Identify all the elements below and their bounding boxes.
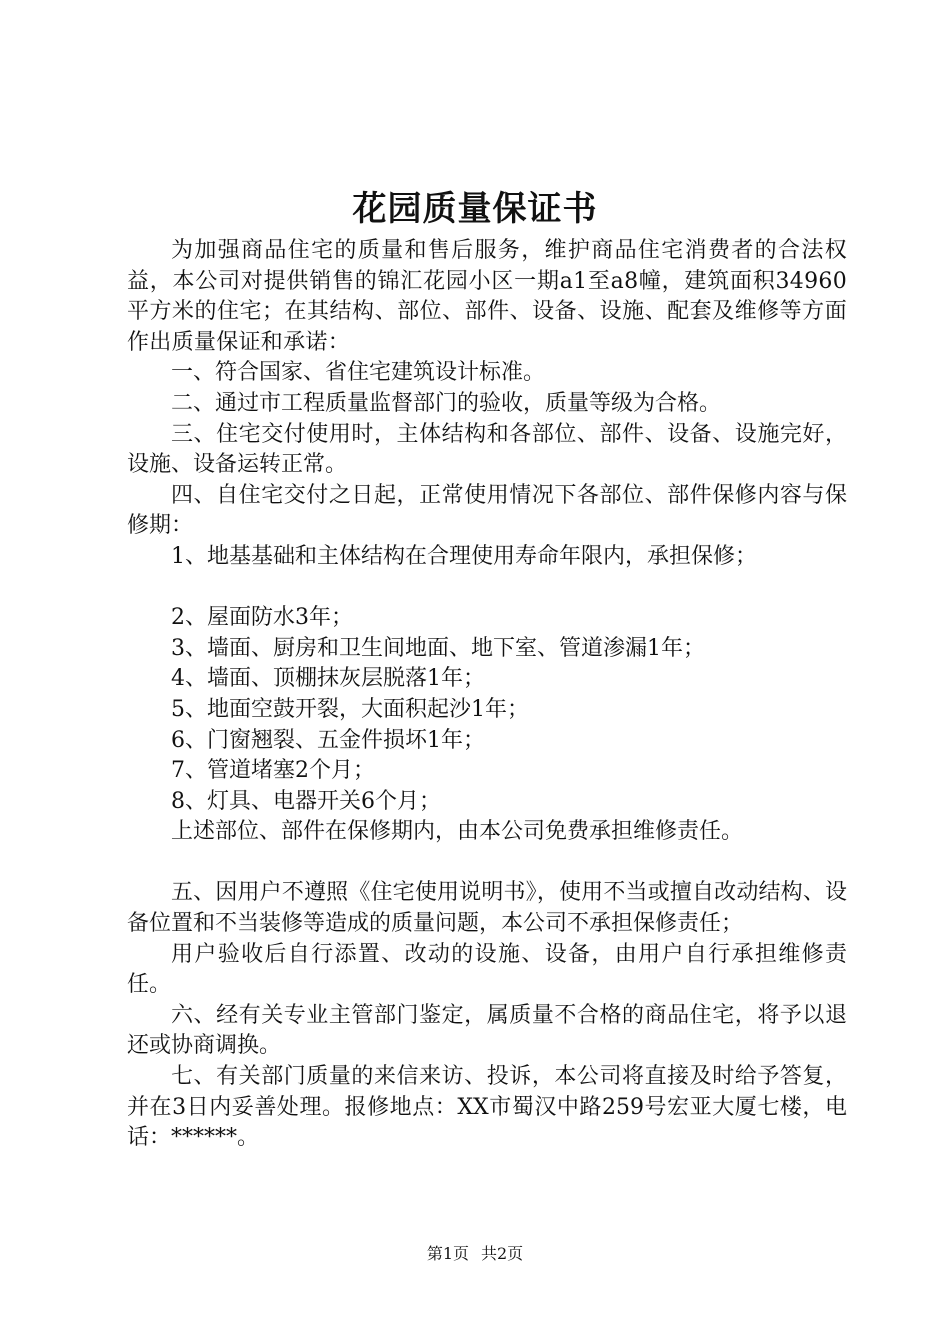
document-body — [127, 236, 847, 1154]
warranty-item-1: 1、地基基础和主体结构在合理使用寿命年限内，承担保修； — [171, 543, 757, 569]
clause-5-note: 用户验收后自行添置、改动的设施、设备，由用户自行承担维修责任。 — [127, 941, 847, 998]
intro-paragraph: 为加强商品住宅的质量和售后服务，维护商品住宅消费者的合法权益，本公司对提供销售的锦汇花园小区一期a1至a8幢，建筑面积34960平方米的住宅；在其结构、部位、部件、设备、设施、配套及维修等方面作出质量保证和承诺： — [127, 238, 847, 355]
warranty-item-5: 5、地面空鼓开裂，大面积起沙1年； — [171, 696, 529, 722]
warranty-item-2: 2、屋面防水3年； — [171, 605, 353, 631]
clause-4: 四、自住宅交付之日起，正常使用情况下各部位、部件保修内容与保修期： — [127, 482, 847, 539]
blank-line — [127, 573, 847, 604]
clause-3: 三、住宅交付使用时，主体结构和各部位、部件、设备、设施完好，设施、设备运转正常。 — [127, 421, 847, 478]
warranty-summary: 上述部位、部件在保修期内，由本公司免费承担维修责任。 — [171, 819, 744, 845]
warranty-item-4: 4、墙面、顶棚抹灰层脱落1年； — [171, 666, 485, 692]
warranty-item-3: 3、墙面、厨房和卫生间地面、地下室、管道渗漏1年； — [171, 635, 705, 661]
document-title: 花园质量保证书 — [352, 189, 598, 229]
page-total: 共2页 — [481, 1244, 524, 1263]
blank-line — [127, 848, 847, 879]
warranty-item-6: 6、门窗翘裂、五金件损坏1年； — [171, 727, 485, 753]
page-footer — [0, 1243, 950, 1265]
clause-7: 七、有关部门质量的来信来访、投诉，本公司将直接及时给予答复，并在3日内妥善处理。报修地点：XX市蜀汉中路259号宏亚大厦七楼，电话：******。 — [127, 1064, 847, 1151]
page-number: 第1页 — [426, 1244, 469, 1263]
warranty-item-8: 8、灯具、电器开关6个月； — [171, 788, 441, 814]
clause-2: 二、通过市工程质量监督部门的验收，质量等级为合格。 — [171, 390, 722, 416]
clause-6: 六、经有关专业主管部门鉴定，属质量不合格的商品住宅，将予以退还或协商调换。 — [127, 1002, 847, 1059]
warranty-item-7: 7、管道堵塞2个月； — [171, 758, 375, 784]
clause-1: 一、符合国家、省住宅建筑设计标准。 — [171, 360, 546, 386]
clause-5: 五、因用户不遵照《住宅使用说明书》，使用不当或擅自改动结构、设备位置和不当装修等造成的质量问题，本公司不承担保修责任； — [127, 880, 847, 937]
